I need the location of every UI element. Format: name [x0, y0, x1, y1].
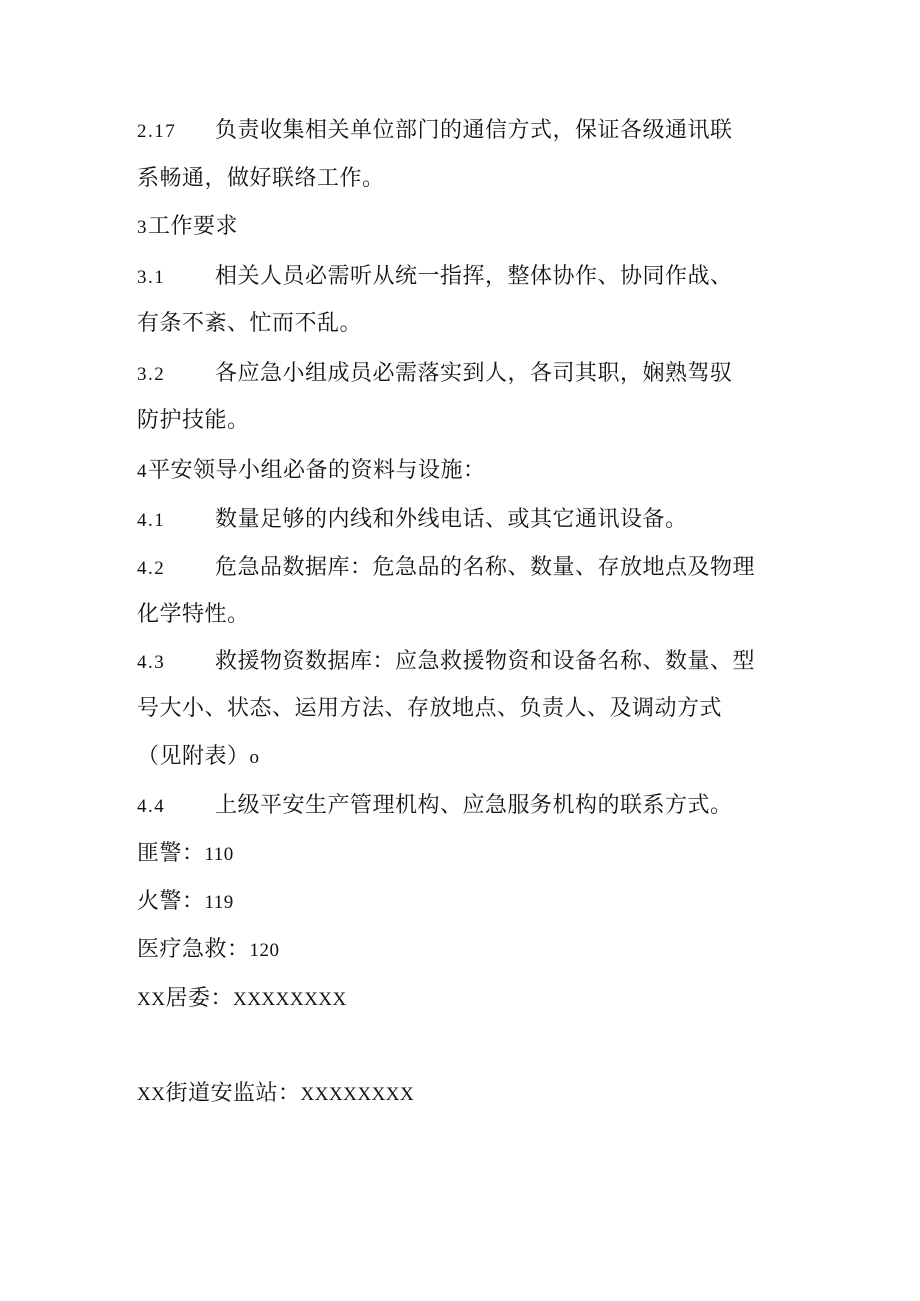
- contact-safety-station: [137, 1079, 414, 1110]
- item-number: 4.1: [137, 510, 166, 531]
- contact-residents-committee: [137, 984, 347, 1015]
- section-title: 工作要求: [148, 214, 239, 239]
- item-4-2-cont: [137, 600, 250, 630]
- contact-label: 居委：: [165, 986, 233, 1011]
- contact-label: 火警：: [137, 889, 205, 914]
- item-number: 3.2: [137, 364, 166, 385]
- item-text: 负责收集相关单位部门的通信方式，保证各级通讯联: [215, 118, 733, 143]
- item-4-3: [137, 647, 755, 678]
- contact-fire: [137, 887, 234, 918]
- contact-number: 120: [249, 940, 280, 961]
- contact-label: 匪警：: [137, 841, 205, 866]
- item-text: 防护技能。: [137, 408, 250, 433]
- section-3-heading: [137, 212, 238, 243]
- item-text: 各应急小组成员必需落实到人，各司其职，娴熟驾驭: [215, 361, 733, 386]
- item-text: 系畅通，做好联络工作。: [137, 166, 385, 191]
- section-number: 3: [137, 217, 148, 238]
- contact-label: 街道安监站：: [165, 1081, 301, 1106]
- contact-label: 医疗急救：: [137, 937, 250, 962]
- item-4-1: [137, 505, 688, 536]
- item-text: （见附表）: [137, 744, 250, 769]
- contact-number: XXXXXXXX: [300, 1084, 415, 1105]
- section-title: 平安领导小组必备的资料与设施：: [148, 458, 486, 483]
- item-number: 3.1: [137, 267, 166, 288]
- item-number: 4.3: [137, 652, 166, 673]
- contact-number: 110: [204, 844, 234, 865]
- contact-number: XXXXXXXX: [232, 989, 347, 1010]
- item-text: 上级平安生产管理机构、应急服务机构的联系方式。: [215, 793, 733, 818]
- contact-prefix: XX: [137, 989, 166, 1010]
- section-4-heading: [137, 456, 486, 487]
- item-4-3-cont: [137, 694, 722, 724]
- item-suffix: o: [249, 747, 260, 768]
- item-number: 2.17: [137, 121, 177, 142]
- contact-medical: [137, 935, 280, 966]
- item-text: 救援物资数据库：应急救援物资和设备名称、数量、型: [215, 649, 756, 674]
- item-text: 危急品数据库：危急品的名称、数量、存放地点及物理: [215, 555, 756, 580]
- item-3-1: [137, 262, 733, 293]
- contact-police: [137, 839, 234, 870]
- item-2-17: [137, 116, 733, 147]
- item-text: 号大小、状态、运用方法、存放地点、负责人、及调动方式: [137, 696, 723, 721]
- item-text: 化学特性。: [137, 602, 250, 627]
- item-text: 有条不紊、忙而不乱。: [137, 311, 363, 336]
- item-3-2-cont: [137, 406, 250, 436]
- item-3-1-cont: [137, 309, 362, 339]
- section-number: 4: [137, 461, 148, 482]
- item-2-17-cont: [137, 164, 385, 194]
- item-text: 数量足够的内线和外线电话、或其它通讯设备。: [215, 507, 688, 532]
- item-number: 4.2: [137, 558, 166, 579]
- item-4-2: [137, 553, 755, 584]
- item-4-4: [137, 791, 733, 822]
- item-text: 相关人员必需听从统一指挥，整体协作、协同作战、: [215, 264, 733, 289]
- item-3-2: [137, 359, 733, 390]
- item-number: 4.4: [137, 796, 166, 817]
- contact-prefix: XX: [137, 1084, 166, 1105]
- item-4-3-cont2: [137, 742, 260, 773]
- contact-number: 119: [204, 892, 234, 913]
